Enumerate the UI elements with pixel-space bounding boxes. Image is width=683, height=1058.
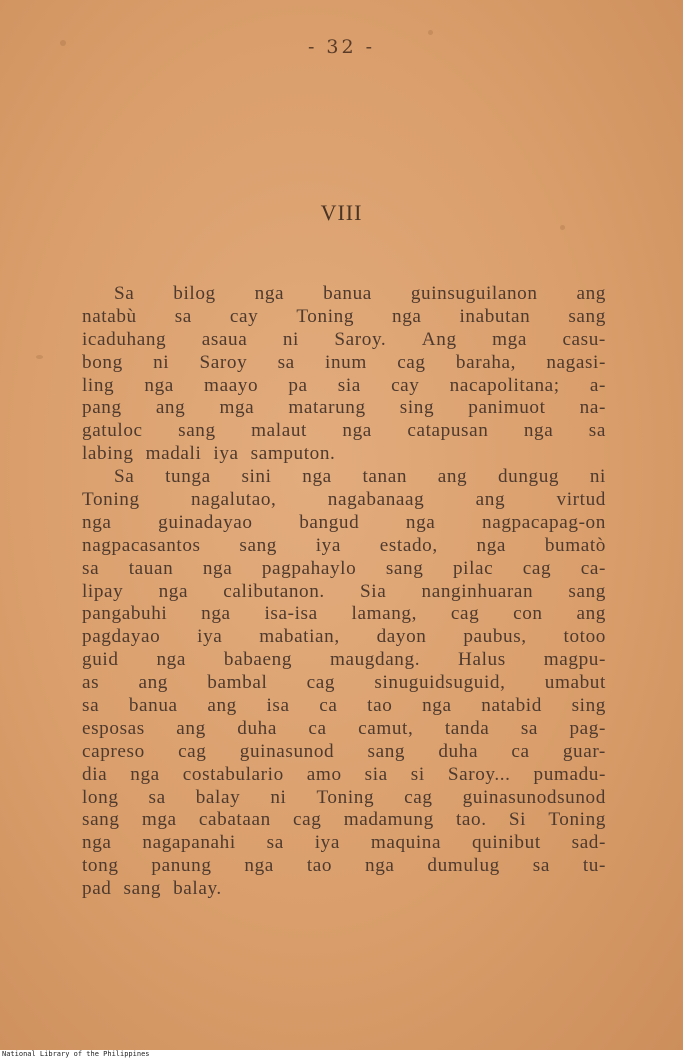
word: panimuot xyxy=(468,397,546,419)
word: tauan xyxy=(128,557,174,579)
word: maayo xyxy=(204,374,259,396)
text-line xyxy=(82,329,606,352)
word: tanda xyxy=(444,717,490,739)
word: catapusan xyxy=(407,420,489,442)
word: Sa xyxy=(114,283,135,304)
word: guinasunodsunod xyxy=(462,786,606,808)
word: Saroy xyxy=(199,351,248,373)
word: capreso xyxy=(82,740,145,762)
word: cag xyxy=(397,351,426,373)
word: paubus, xyxy=(463,626,527,648)
word: Toning xyxy=(82,489,140,511)
word: nagalutao, xyxy=(191,489,277,511)
text-line xyxy=(82,489,606,512)
word: natabù xyxy=(82,305,137,327)
word: sa xyxy=(266,832,284,854)
paper-stain xyxy=(36,355,43,359)
word: tao xyxy=(306,855,333,877)
word: sang xyxy=(568,580,606,602)
word: duha xyxy=(237,717,277,739)
word: cay xyxy=(391,374,420,396)
word: esposas xyxy=(82,717,145,739)
text-line xyxy=(82,512,606,535)
word: sa xyxy=(532,855,550,877)
word: isa xyxy=(266,695,290,717)
word: tunga xyxy=(165,466,211,488)
text-line xyxy=(82,809,606,832)
word: si xyxy=(410,763,425,785)
word: amo xyxy=(306,763,342,785)
text-line xyxy=(82,626,606,649)
word: nga xyxy=(405,511,436,533)
paper-stain xyxy=(428,30,433,35)
word: nagapanahi xyxy=(142,832,236,854)
word: calibutanon. xyxy=(223,580,325,602)
word: lipay xyxy=(82,580,124,602)
word: sia xyxy=(337,374,361,396)
word: iya xyxy=(197,626,223,648)
word: panung xyxy=(151,855,212,877)
word: sad- xyxy=(571,832,606,854)
word: ang xyxy=(155,397,186,419)
word: ang xyxy=(475,489,506,511)
word: nga xyxy=(342,420,372,442)
word: iya xyxy=(315,534,341,556)
word: sa xyxy=(82,695,100,717)
text-line xyxy=(82,603,606,626)
word: cag xyxy=(522,557,552,579)
word: iya xyxy=(213,443,239,465)
word: maquina xyxy=(370,832,442,854)
word: tanan xyxy=(362,466,408,488)
word: tao xyxy=(367,695,393,717)
word: banua xyxy=(128,695,178,717)
word: sia xyxy=(364,763,388,785)
text-line xyxy=(82,558,606,581)
word: nga xyxy=(156,649,186,671)
body-text xyxy=(82,283,606,901)
word: mga xyxy=(492,328,527,350)
word: sa xyxy=(82,557,100,579)
word: sang xyxy=(568,305,606,327)
word: estado, xyxy=(379,534,438,556)
word: nga xyxy=(392,305,422,327)
paragraph xyxy=(82,283,606,466)
word: dia xyxy=(82,763,108,785)
word: icaduhang xyxy=(82,328,167,350)
word: malaut xyxy=(251,420,307,442)
word: nanginhuaran xyxy=(421,580,534,602)
text-line xyxy=(82,283,606,306)
word: cag xyxy=(450,603,480,625)
word: cay xyxy=(229,305,259,327)
word: Si xyxy=(508,809,527,831)
word: tu- xyxy=(582,855,606,877)
word: ang xyxy=(176,717,206,739)
word: ni xyxy=(589,466,606,488)
word: nga xyxy=(202,557,233,579)
page-number: - 32 - xyxy=(307,36,376,58)
word: nga xyxy=(158,580,189,602)
word: inum xyxy=(325,351,367,373)
word: pa xyxy=(288,374,308,396)
word: ni xyxy=(153,351,170,373)
word: pumadu- xyxy=(533,763,606,785)
word: guinasunod xyxy=(239,740,335,762)
word: Saroy. xyxy=(334,328,387,350)
word: duha xyxy=(438,740,479,762)
word: Halus xyxy=(458,649,506,671)
word: virtud xyxy=(556,489,606,511)
word: casu- xyxy=(562,328,606,350)
word: ang xyxy=(138,672,168,694)
word: ca xyxy=(308,717,327,739)
word: isa-isa xyxy=(264,603,318,625)
word: Sa xyxy=(114,466,135,488)
text-line xyxy=(82,397,606,420)
word: nga xyxy=(254,283,285,304)
word: ni xyxy=(282,328,299,350)
word: cag xyxy=(178,740,207,762)
word: bong xyxy=(82,351,123,373)
word: Ang xyxy=(421,328,457,350)
word: ang xyxy=(576,283,606,304)
word: sang xyxy=(385,557,424,579)
word: sa xyxy=(277,351,295,373)
word: nagpacapag-on xyxy=(482,511,606,533)
word: mga xyxy=(141,809,177,831)
chapter-heading: VIII xyxy=(320,200,363,225)
word: sang xyxy=(123,878,162,900)
text-line xyxy=(82,535,606,558)
word: tao. xyxy=(456,809,487,831)
word: balay xyxy=(195,786,241,808)
word: cag xyxy=(306,672,336,694)
word: bumatò xyxy=(544,534,606,556)
word: inabutan xyxy=(459,305,531,327)
word: guinadayao xyxy=(158,511,253,533)
word: nagabanaag xyxy=(327,489,425,511)
word: ang xyxy=(437,466,468,488)
word: ca xyxy=(511,740,530,762)
word: long xyxy=(82,786,119,808)
word: sa xyxy=(148,786,166,808)
word: sing xyxy=(399,397,435,419)
text-line xyxy=(82,443,606,466)
word: nga xyxy=(82,832,112,854)
word: baraha, xyxy=(455,351,517,373)
word: sang xyxy=(239,534,277,556)
word: ca xyxy=(319,695,338,717)
text-line xyxy=(82,649,606,672)
text-line xyxy=(82,695,606,718)
word: Saroy... xyxy=(447,763,511,785)
word: sang xyxy=(367,740,406,762)
word: matarung xyxy=(288,397,366,419)
word: sa xyxy=(174,305,192,327)
word: bambal xyxy=(207,672,268,694)
text-line xyxy=(82,741,606,764)
word: pag- xyxy=(569,717,606,739)
text-line xyxy=(82,420,606,443)
word: sang xyxy=(178,420,216,442)
word: nga xyxy=(365,855,395,877)
word: ang xyxy=(207,695,237,717)
word: lamang, xyxy=(351,603,418,625)
word: con xyxy=(513,603,543,625)
word: sing xyxy=(571,695,606,717)
word: samputon. xyxy=(250,443,336,465)
word: pang xyxy=(82,397,122,419)
word: bangud xyxy=(299,511,360,533)
word: nga xyxy=(476,534,507,556)
text-line xyxy=(82,718,606,741)
text-line xyxy=(82,764,606,787)
word: nga xyxy=(82,511,112,533)
word: sang xyxy=(82,809,120,831)
text-line xyxy=(82,832,606,855)
word: nagpacasantos xyxy=(82,534,201,556)
word: guinsuguilanon xyxy=(410,283,538,304)
word: dayon xyxy=(376,626,427,648)
text-line xyxy=(82,672,606,695)
word: mga xyxy=(219,397,255,419)
word: ling xyxy=(82,374,115,396)
word: natabid xyxy=(481,695,542,717)
text-line xyxy=(82,352,606,375)
word: pad xyxy=(82,878,112,900)
word: babaeng xyxy=(223,649,293,671)
word: cag xyxy=(404,786,433,808)
word: quinibut xyxy=(471,832,541,854)
word: nga xyxy=(244,855,274,877)
word: ca- xyxy=(580,557,606,579)
word: maugdang. xyxy=(329,649,421,671)
word: guar- xyxy=(562,740,606,762)
text-line xyxy=(82,878,606,901)
text-line xyxy=(82,306,606,329)
word: dungug xyxy=(497,466,560,488)
word: camut, xyxy=(358,717,414,739)
word: madamung xyxy=(343,809,434,831)
word: Sia xyxy=(360,580,387,602)
word: balay. xyxy=(173,878,222,900)
word: madali xyxy=(145,443,202,465)
word: nga xyxy=(523,420,554,442)
word: pagdayao xyxy=(82,626,161,648)
word: bilog xyxy=(173,283,216,304)
word: sini xyxy=(241,466,272,488)
word: labing xyxy=(82,443,134,465)
word: costabulario xyxy=(182,763,284,785)
word: cag xyxy=(293,809,322,831)
word: ang xyxy=(576,603,606,625)
word: mabatian, xyxy=(259,626,340,648)
word: sa xyxy=(588,420,606,442)
word: tong xyxy=(82,855,119,877)
word: umabut xyxy=(544,672,606,694)
word: gatuloc xyxy=(82,420,143,442)
paragraph xyxy=(82,466,606,901)
word: pagpahaylo xyxy=(261,557,357,579)
library-footer: National Library of the Philippines xyxy=(2,1050,150,1058)
word: nacapolitana; xyxy=(449,374,560,396)
word: Toning xyxy=(316,786,375,808)
word: guid xyxy=(82,649,119,671)
word: pangabuhi xyxy=(82,603,168,625)
word: iya xyxy=(314,832,340,854)
text-line xyxy=(82,375,606,398)
text-line xyxy=(82,581,606,604)
word: totoo xyxy=(563,626,606,648)
word: nga xyxy=(422,695,452,717)
word: dumulug xyxy=(427,855,500,877)
word: nga xyxy=(130,763,160,785)
text-line xyxy=(82,855,606,878)
word: sinuguidsuguid, xyxy=(374,672,506,694)
word: asaua xyxy=(201,328,248,350)
word: pilac xyxy=(452,557,494,579)
word: na- xyxy=(579,397,606,419)
word: nagasi- xyxy=(546,351,606,373)
text-line xyxy=(82,466,606,489)
word: nga xyxy=(144,374,174,396)
word: ni xyxy=(270,786,287,808)
word: Toning xyxy=(296,305,355,327)
word: Toning xyxy=(548,809,606,831)
word: cabataan xyxy=(198,809,271,831)
word: magpu- xyxy=(543,649,606,671)
word: nga xyxy=(302,466,332,488)
word: banua xyxy=(323,283,372,304)
text-line xyxy=(82,787,606,810)
word: nga xyxy=(201,603,231,625)
word: as xyxy=(82,672,100,694)
word: sa xyxy=(520,717,539,739)
word: a- xyxy=(589,374,606,396)
